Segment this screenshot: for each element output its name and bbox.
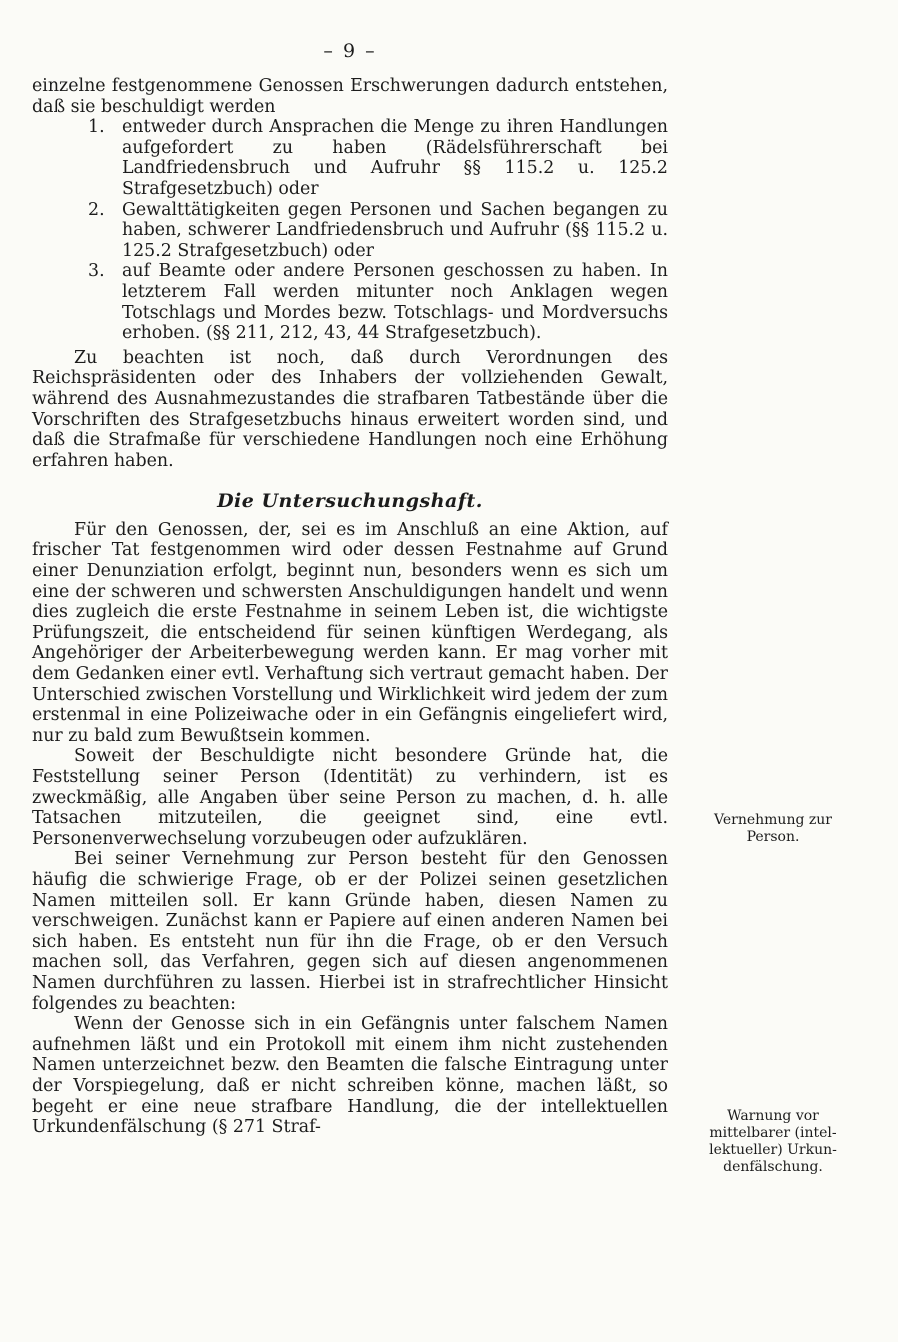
margin-note-line: Person. bbox=[746, 829, 800, 845]
paragraph-arrest: Für den Genossen, der, sei es im Anschluß an eine Aktion, auf frischer Tat festgenommen wird oder dessen Festnahme auf Grund einer Denunziation erfolgt, beginnt nun, besonders wenn es sich um eine der schweren und schwersten Anschuldigungen handelt und wenn dies zugleich die erste Festnahme in seinem Leben ist, die wichtigste Prüfungszeit, die entscheidend für seinen künftigen Werdegang, als Angehöriger der Arbeiterbewegung werden kann. Er mag vorher mit dem Gedanken einer evtl. Verhaftung sich vertraut gemacht haben. Der Unterschied zwischen Vorstellung und Wirklichkeit wird jedem der zum erstenmal in eine Polizeiwache oder in ein Gefängnis eingeliefert wird, nur zu bald zum Bewußtsein kommen. bbox=[32, 519, 668, 746]
page-number: – 9 – bbox=[323, 40, 377, 62]
margin-note-line: lektueller) Urkun- bbox=[709, 1142, 837, 1158]
margin-note-line: Vernehmung zur bbox=[714, 812, 832, 828]
list-item-number: 3. bbox=[88, 261, 105, 282]
list-item-text: auf Beamte oder andere Personen geschossen zu haben. In letzterem Fall werden mitunter noch Anklagen wegen Totschlags und Mordes bezw. Totschlags- und Mordversuchs erhoben. (§§ 211, 212, 43, 44 Strafgesetzbuch). bbox=[122, 261, 668, 344]
margin-note-identity bbox=[686, 812, 860, 846]
list-item-text: entweder durch Ansprachen die Menge zu ihren Handlungen aufgefordert zu haben (Rädelsführerschaft bei Landfriedensbruch und Aufruhr §§ 115.2 u. 125.2 Strafgesetzbuch) oder bbox=[122, 117, 668, 199]
main-text-column bbox=[32, 76, 668, 1138]
margin-note-line: denfälschung. bbox=[723, 1159, 823, 1175]
section-heading: Die Untersuchungshaft. bbox=[217, 490, 483, 513]
margin-note-line: Warnung vor bbox=[727, 1108, 819, 1124]
margin-note-line: mittelbarer (intel- bbox=[709, 1125, 837, 1141]
note-paragraph: Zu beachten ist noch, daß durch Verordnungen des Reichspräsidenten oder des Inhabers der vollziehenden Gewalt, während des Ausnahmezustandes die strafbaren Tatbestände über die Vorschriften des Strafgesetzbuchs hinaus erweitert worden sind, und daß die Strafmaße für verschiedene Handlungen noch eine Erhöhung erfahren haben. bbox=[32, 347, 668, 471]
intro-paragraph: einzelne festgenommene Genossen Erschwerungen dadurch entstehen, daß sie beschuldigt werden bbox=[32, 76, 668, 117]
list-item bbox=[32, 117, 668, 199]
paragraph-false-name: Wenn der Genosse sich in ein Gefängnis unter falschem Namen aufnehmen läßt und ein Protokoll mit einem ihm nicht zustehenden Namen unterzeichnet bezw. den Beamten die falsche Eintragung unter der Vorspiegelung, daß er nicht schreiben könne, machen läßt, so begeht er eine neue strafbare Handlung, die der intellektuellen Urkundenfälschung (§ 271 Straf- bbox=[32, 1014, 668, 1138]
list-item bbox=[32, 200, 668, 262]
list-item bbox=[32, 261, 668, 343]
list-item-number: 2. bbox=[88, 199, 105, 220]
accusation-list bbox=[32, 117, 668, 344]
list-item-text: Gewalttätigkeiten gegen Personen und Sachen begangen zu haben, schwerer Landfriedensbruch und Aufruhr (§§ 115.2 u. 125.2 Strafgesetzbuch) oder bbox=[122, 199, 668, 261]
paragraph-name-question: Bei seiner Vernehmung zur Person besteht für den Genossen häufig die schwierige Frage, ob er der Polizei seinen gesetzlichen Namen mitteilen soll. Er kann Gründe haben, diesen Namen zu verschweigen. Zunächst kann er Papiere auf einen anderen Namen bei sich haben. Es entsteht nun für ihn die Frage, ob er den Versuch machen soll, das Verfahren, gegen sich auf diesen angenommenen Namen durchführen zu lassen. Hierbei ist in strafrechtlicher Hinsicht folgendes zu beachten: bbox=[32, 849, 668, 1014]
paragraph-identity: Soweit der Beschuldigte nicht besondere Gründe hat, die Feststellung seiner Person (Identität) zu verhindern, ist es zweckmäßig, alle Angaben über seine Person zu machen, d. h. alle Tatsachen mitzuteilen, die geeignet sind, eine evtl. Personenverwechselung vorzubeugen oder aufzuklären. bbox=[32, 746, 668, 849]
margin-note-warning bbox=[686, 1108, 860, 1176]
list-item-number: 1. bbox=[88, 117, 105, 138]
